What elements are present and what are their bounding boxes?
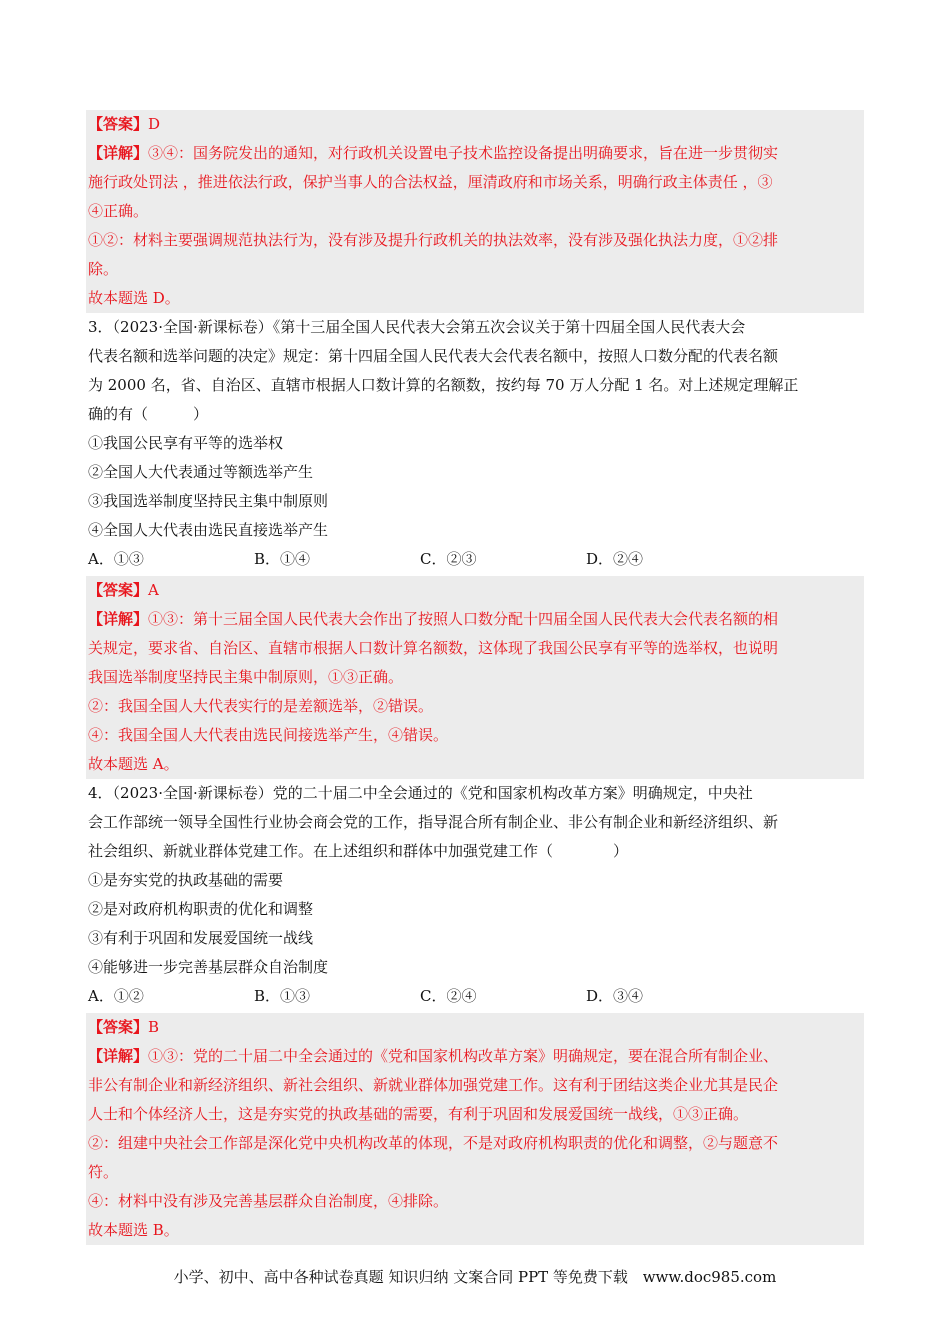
- answer-value: B: [148, 1018, 160, 1036]
- detail-line: 故本题选 A。: [88, 755, 179, 773]
- answer-tag: 【答案】: [88, 1018, 149, 1036]
- detail-line: 符。: [88, 1163, 119, 1181]
- option-a: A．①②: [88, 987, 144, 1005]
- detail-line: 故本题选 B。: [88, 1221, 179, 1239]
- statement-item: ④能够进一步完善基层群众自治制度: [88, 958, 329, 976]
- question-stem-line: 为 2000 名，省、自治区、直辖市根据人口数计算的名额数，按约每 70 万人分配 1 名。对上述规定理解正: [88, 376, 799, 394]
- detail-line: 【详解】①③：党的二十届二中全会通过的《党和国家机构改革方案》明确规定，要在混合所有制企业、: [88, 1047, 779, 1065]
- question-3: [86, 313, 864, 574]
- footer-site-link[interactable]: www.doc985.com: [642, 1268, 777, 1286]
- detail-line: ①②：材料主要强调规范执法行为，没有涉及提升行政机关的执法效率，没有涉及强化执法力度，①②排: [88, 231, 779, 249]
- option-d: D．③④: [586, 987, 644, 1005]
- options-row: [86, 545, 864, 574]
- detail-line: 人士和个体经济人士，这是夯实党的执政基础的需要，有利于巩固和发展爱国统一战线，①③正确。: [88, 1105, 749, 1123]
- option-b: B．①④: [254, 550, 311, 568]
- footer-text: 小学、初中、高中各种试卷真题 知识归纳 文案合同 PPT 等免费下载: [173, 1268, 628, 1286]
- statement-item: ③我国选举制度坚持民主集中制原则: [88, 492, 329, 510]
- question-stem-line: 4．（2023·全国·新课标卷）党的二十届二中全会通过的《党和国家机构改革方案》明确规定，中央社: [88, 784, 753, 802]
- answer-tag: 【答案】: [88, 115, 149, 133]
- option-c: C．②③: [420, 550, 477, 568]
- detail-line: ②：组建中央社会工作部是深化党中央机构改革的体现，不是对政府机构职责的优化和调整，②与题意不: [88, 1134, 779, 1152]
- detail-line: 关规定，要求省、自治区、直辖市根据人口数计算名额数，这体现了我国公民享有平等的选举权，也说明: [88, 639, 779, 657]
- detail-line: ④：材料中没有涉及完善基层群众自治制度，④排除。: [88, 1192, 449, 1210]
- statement-item: ④全国人大代表由选民直接选举产生: [88, 521, 329, 539]
- question-stem-line: 会工作部统一领导全国性行业协会商会党的工作，指导混合所有制企业、非公有制企业和新经济组织、新: [88, 813, 779, 831]
- question-4: [86, 779, 864, 1011]
- option-c: C．②④: [420, 987, 477, 1005]
- statement-item: ①是夯实党的执政基础的需要: [88, 871, 284, 889]
- detail-tag: 【详解】: [88, 610, 149, 628]
- question-stem-line: 代表名额和选举问题的决定》规定：第十四届全国人民代表大会代表名额中，按照人口数分配的代表名额: [88, 347, 779, 365]
- statement-item: ②全国人大代表通过等额选举产生: [88, 463, 314, 481]
- answer-tag: 【答案】: [88, 581, 149, 599]
- question-stem-line: 确的有（ ）: [88, 405, 209, 423]
- answer-block-q4: [86, 1013, 864, 1245]
- answer-value: A: [148, 581, 159, 599]
- answer-line: [86, 576, 864, 605]
- statement-item: ②是对政府机构职责的优化和调整: [88, 900, 314, 918]
- statement-item: ①我国公民享有平等的选举权: [88, 434, 284, 452]
- detail-line: 除。: [88, 260, 119, 278]
- question-stem-line: 3．（2023·全国·新课标卷）《第十三届全国人民代表大会第五次会议关于第十四届全国人民代表大会: [88, 318, 746, 336]
- option-a: A．①③: [88, 550, 144, 568]
- detail-line: ④正确。: [88, 202, 149, 220]
- answer-line: [86, 1013, 864, 1042]
- detail-line: 我国选举制度坚持民主集中制原则，①③正确。: [88, 668, 404, 686]
- detail-line: 故本题选 D。: [88, 289, 180, 307]
- detail-line: 【详解】①③：第十三届全国人民代表大会作出了按照人口数分配十四届全国人民代表大会代表名额的相: [88, 610, 779, 628]
- options-row: [86, 982, 864, 1011]
- question-stem-line: 社会组织、新就业群体党建工作。在上述组织和群体中加强党建工作（ ）: [88, 842, 629, 860]
- detail-line: 非公有制企业和新经济组织、新社会组织、新就业群体加强党建工作。这有利于团结这类企业尤其是民企: [88, 1076, 779, 1094]
- answer-line: [86, 110, 864, 139]
- detail-line: 【详解】③④：国务院发出的通知，对行政机关设置电子技术监控设备提出明确要求，旨在进一步贯彻实: [88, 144, 779, 162]
- detail-line: 施行政处罚法 ，推进依法行政，保护当事人的合法权益，厘清政府和市场关系，明确行政主体责任 ，③: [88, 173, 773, 191]
- option-b: B．①③: [254, 987, 311, 1005]
- detail-line: ④：我国全国人大代表由选民间接选举产生，④错误。: [88, 726, 449, 744]
- answer-value: D: [148, 115, 161, 133]
- detail-line: ②：我国全国人大代表实行的是差额选举，②错误。: [88, 697, 434, 715]
- answer-block-q3: [86, 576, 864, 779]
- answer-block-q2: [86, 110, 864, 313]
- detail-tag: 【详解】: [88, 144, 149, 162]
- document-page: [86, 108, 864, 1245]
- option-d: D．②④: [586, 550, 644, 568]
- statement-item: ③有利于巩固和发展爱国统一战线: [88, 929, 314, 947]
- detail-tag: 【详解】: [88, 1047, 149, 1065]
- page-footer: [0, 1266, 950, 1287]
